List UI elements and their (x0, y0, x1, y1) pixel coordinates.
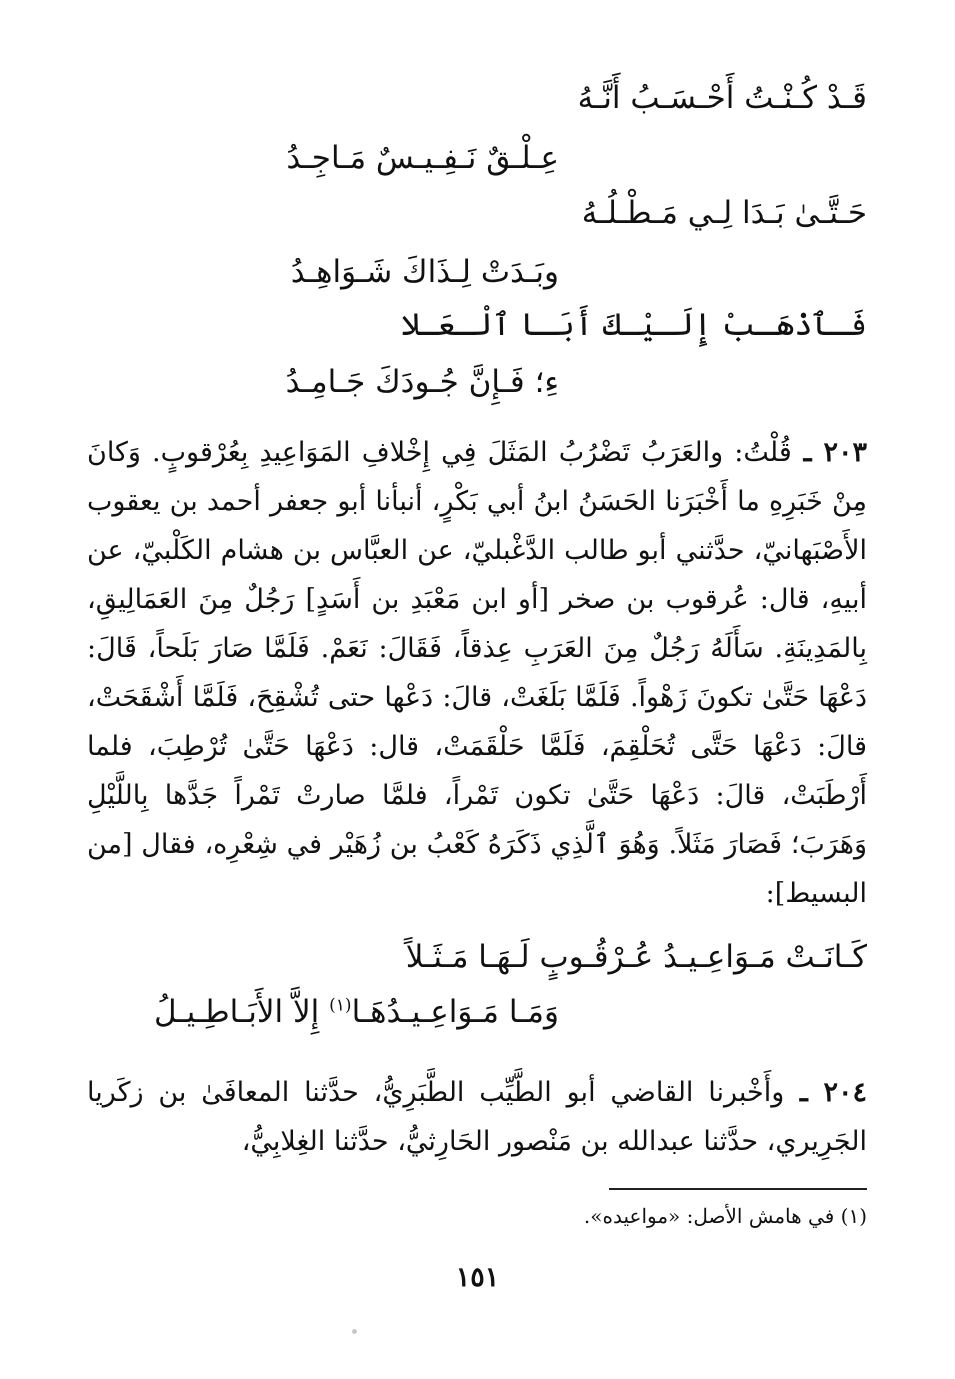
poem-2-line-2-text: وَمَـا مَـوَاعِـيـدُهَـا (351, 994, 559, 1030)
paragraph-text: وأَخْبرنا القاضي أبو الطَّيِّب الطَّبَرِيُّ، حدَّثنا المعافَىٰ بن زكَريا الجَرِيري، حدَّثنا عبدالله بن مَنْصور الحَارِثيُّ، حدَّثنا الغِلابِيُّ، (87, 1077, 867, 1157)
paragraph-number: ٢٠٤ (823, 1077, 867, 1108)
poem-1-line-3: حَـتَّـىٰ بَـدَا لِـي مَـطْـلُـهُ (581, 195, 867, 231)
poem-1-line-1: قَـدْ كُـنْـتُ أَحْـسَـبُ أَنَّـهُ (577, 80, 867, 116)
paragraph-204 (87, 1068, 867, 1166)
paragraph-dash: ـ (784, 1077, 824, 1108)
footnote-reference: (١) (329, 995, 352, 1016)
footnote (584, 1204, 867, 1228)
page-number: ١٥١ (455, 1262, 500, 1293)
poem-2-line-2-end: إِلاَّ الأَبَـاطِـيـلُ (154, 994, 330, 1030)
poem-2-line-2 (154, 992, 559, 1032)
poem-1-line-6: ءِ؛ فَـإِنَّ جُـودَكَ جَـامِـدُ (285, 364, 559, 400)
poem-1-line-4: وبَـدَتْ لِـذَاكَ شَـوَاهِـدُ (290, 254, 559, 290)
paragraph-203 (87, 428, 867, 918)
footnote-separator (609, 1188, 867, 1190)
footnote-text: في هامش الأصل: «مواعيده». (583, 1204, 841, 1228)
poem-2-line-1: كَـانَـتْ مَـوَاعِـيـدُ عُـرْقُـوبٍ لَـهَـا مَـثَـلاً (405, 939, 867, 975)
paragraph-dash: ـ (791, 437, 824, 468)
paragraph-number: ٢٠٣ (823, 437, 868, 468)
footnote-marker: (١) (840, 1204, 867, 1228)
poem-1-line-2: عِـلْـقٌ نَـفِـيـسٌ مَـاجِـدُ (286, 140, 559, 176)
poem-1-line-5: فَـٱذْهَـبْ إِلَـيْـكَ أَبَـا ٱلْـعَـلا (401, 307, 867, 343)
scan-speck (352, 1329, 357, 1334)
paragraph-text: قُلْتُ: والعَرَبُ تَضْرُبُ المَثَلَ فِي إِخْلافِ المَوَاعِيدِ بِعُرْقوبٍ. وَكانَ مِنْ خَبَرِهِ ما أَخْبَرَنا الحَسَنُ ابنُ أبي بَكْرٍ، أنبأنا أبو جعفر أحمد بن يعقوب الأَصْبَهانيّ، حدَّثني أبو طالب الدَّغْبليّ، عن العبَّاس بن هشام الكَلْبيّ، عن أبيهِ، قال: عُرقوب بن صخر [أو ابن مَعْبَدِ بن أَسَدٍ] رَجُلٌ مِنَ العَمَالِيقِ، بِالمَدِينَةِ. سَأَلَهُ رَجُلٌ مِنَ العَرَبِ عِذقاً، فَقَالَ: نَعَمْ. فَلَمَّا صَارَ بَلَحاً، قَالَ: دَعْهَا حَتَّىٰ تكونَ زَهْواً. فَلَمَّا بَلَغَتْ، قالَ: دَعْها حتى تُشْقِحَ، فَلَمَّا أَشْقَحَتْ، قالَ: دَعْهَا حَتَّى تُحَلْقِمَ، فَلَمَّا حَلْقَمَتْ، قال: دَعْهَا حَتَّىٰ تُرْطِبَ، فلما أَرْطَبَتْ، قالَ: دَعْهَا حَتَّىٰ تكون تَمْراً، فلمَّا صارتْ تَمْراً جَدَّها بِاللَّيْلِ وَهَرَبَ؛ فَصَارَ مَثَلاً. وَهُوَ ٱلَّذِي ذَكَرَهُ كَعْبُ بن زُهَيْر في شِعْرِه، فقال [من البسيط]: (87, 437, 867, 909)
